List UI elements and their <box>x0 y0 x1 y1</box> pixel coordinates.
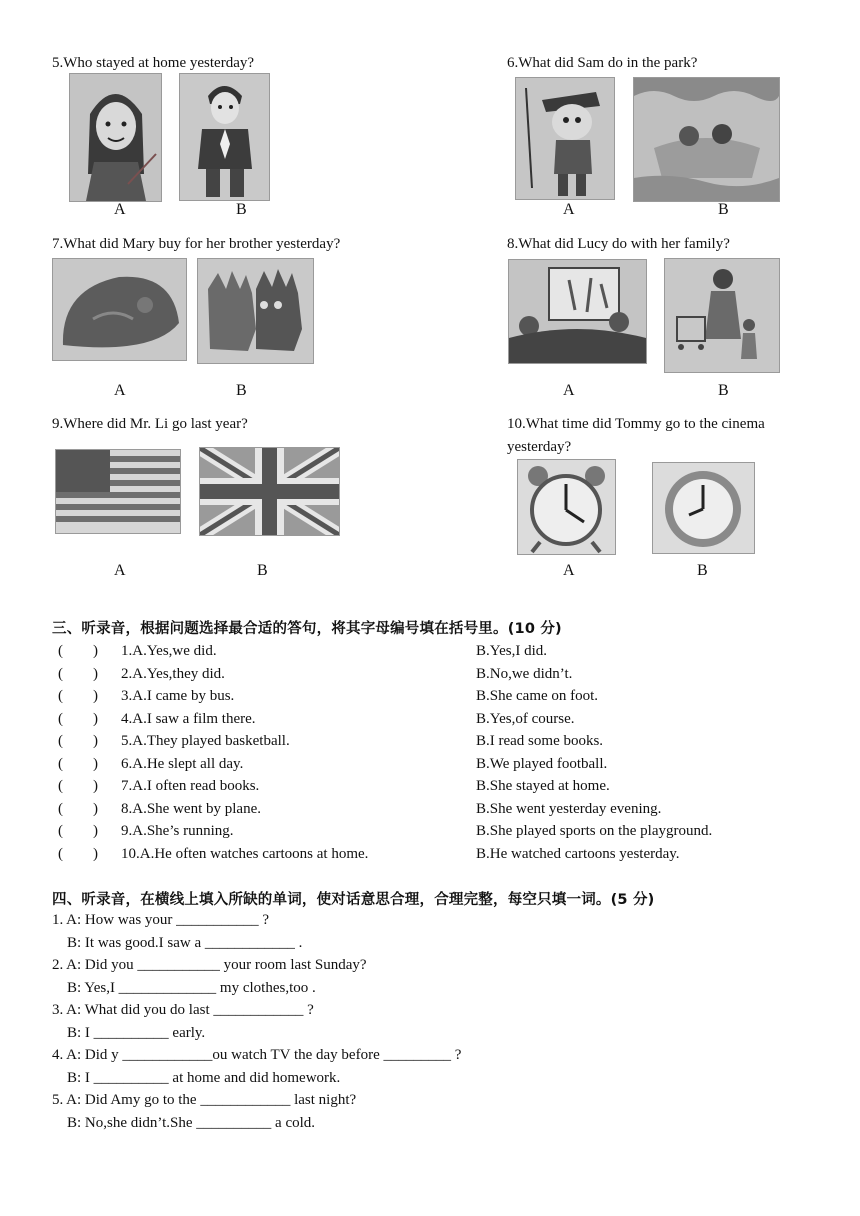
answer-bracket[interactable]: ( ) <box>58 756 98 772</box>
option-b: B.Yes,of course. <box>476 711 575 727</box>
answer-bracket[interactable]: ( ) <box>58 801 98 817</box>
s4-line-2: B: It was good.I saw a ____________ . <box>52 934 303 951</box>
answer-bracket[interactable]: ( ) <box>58 846 98 862</box>
gloves-icon <box>197 258 314 364</box>
option-b: B.No,we didn’t. <box>476 666 573 682</box>
q9-label-b: B <box>257 562 268 579</box>
answer-bracket[interactable]: ( ) <box>58 666 98 682</box>
cinema-icon <box>508 259 647 364</box>
s4-line-4: B: Yes,I _____________ my clothes,too . <box>52 979 316 996</box>
option-b: B.She went yesterday evening. <box>476 801 662 817</box>
option-a: 8.A.She went by plane. <box>121 801 261 817</box>
s4-line-1: 1. A: How was your ___________ ? <box>52 912 270 928</box>
answer-bracket[interactable]: ( ) <box>58 778 98 794</box>
option-a: 2.A.Yes,they did. <box>121 666 225 682</box>
q6-label-a: A <box>563 201 575 218</box>
boy-icon <box>179 73 270 201</box>
question-8-text: 8.What did Lucy do with her family? <box>507 236 730 252</box>
s4-line-3: 2. A: Did you ___________ your room last Sunday? <box>52 957 367 973</box>
question-7-text: 7.What did Mary buy for her brother yesterday? <box>52 236 341 252</box>
q10-label-b: B <box>697 562 708 579</box>
q7-label-b: B <box>236 382 247 399</box>
section4-list <box>52 909 461 1134</box>
option-a: 5.A.They played basketball. <box>121 733 290 749</box>
section3-heading: 三、听录音，根据问题选择最合适的答句，将其字母编号填在括号里。(10 分) <box>52 621 562 637</box>
option-b: B.She came on foot. <box>476 688 599 704</box>
shopping-icon <box>664 258 780 373</box>
answer-bracket[interactable]: ( ) <box>58 711 98 727</box>
section4-heading: 四、听录音，在横线上填入所缺的单词，使对话意思合理，合理完整，每空只填一词。(5 分) <box>52 892 655 908</box>
option-a: 10.A.He often watches cartoons at home. <box>121 846 369 862</box>
usa-flag-icon <box>55 449 181 534</box>
option-a: 4.A.I saw a film there. <box>121 711 256 727</box>
s4-line-8: B: I __________ at home and did homework. <box>52 1069 341 1086</box>
option-b: B.Yes,I did. <box>476 643 547 659</box>
answer-bracket[interactable]: ( ) <box>58 643 98 659</box>
question-10-text-line2: yesterday? <box>507 439 572 455</box>
option-a: 3.A.I came by bus. <box>121 688 235 704</box>
option-b: B.He watched cartoons yesterday. <box>476 846 680 862</box>
option-a: 7.A.I often read books. <box>121 778 260 794</box>
fishing-boy-icon <box>515 77 615 200</box>
answer-bracket[interactable]: ( ) <box>58 823 98 839</box>
q10-label-a: A <box>563 562 575 579</box>
q8-label-b: B <box>718 382 729 399</box>
s4-line-10: B: No,she didn’t.She __________ a cold. <box>52 1114 316 1131</box>
s4-line-6: B: I __________ early. <box>52 1024 206 1041</box>
q8-label-a: A <box>563 382 575 399</box>
answer-bracket[interactable]: ( ) <box>58 688 98 704</box>
alarm-clock-icon <box>517 459 616 555</box>
option-b: B.We played football. <box>476 756 608 772</box>
q9-label-a: A <box>114 562 126 579</box>
clock-icon <box>652 462 755 554</box>
q5-label-a: A <box>114 201 126 218</box>
boating-icon <box>633 77 780 202</box>
option-a: 1.A.Yes,we did. <box>121 643 217 659</box>
uk-flag-icon <box>199 447 340 536</box>
s4-line-5: 3. A: What did you do last ____________ ? <box>52 1002 314 1018</box>
question-5-text: 5.Who stayed at home yesterday? <box>52 55 255 71</box>
question-6-text: 6.What did Sam do in the park? <box>507 55 698 71</box>
question-9-text: 9.Where did Mr. Li go last year? <box>52 416 248 432</box>
girl-icon <box>69 73 162 202</box>
q7-label-a: A <box>114 382 126 399</box>
option-a: 6.A.He slept all day. <box>121 756 244 772</box>
option-b: B.I read some books. <box>476 733 604 749</box>
option-a: 9.A.She’s running. <box>121 823 234 839</box>
question-10-text-line1: 10.What time did Tommy go to the cinema <box>507 416 765 432</box>
s4-line-7: 4. A: Did y ____________ou watch TV the day before _________ ? <box>52 1047 462 1063</box>
q5-label-b: B <box>236 201 247 218</box>
s4-line-9: 5. A: Did Amy go to the ____________ last night? <box>52 1092 357 1108</box>
option-b: B.She stayed at home. <box>476 778 610 794</box>
q6-label-b: B <box>718 201 729 218</box>
cap-icon <box>52 258 187 361</box>
answer-bracket[interactable]: ( ) <box>58 733 98 749</box>
option-b: B.She played sports on the playground. <box>476 823 713 839</box>
